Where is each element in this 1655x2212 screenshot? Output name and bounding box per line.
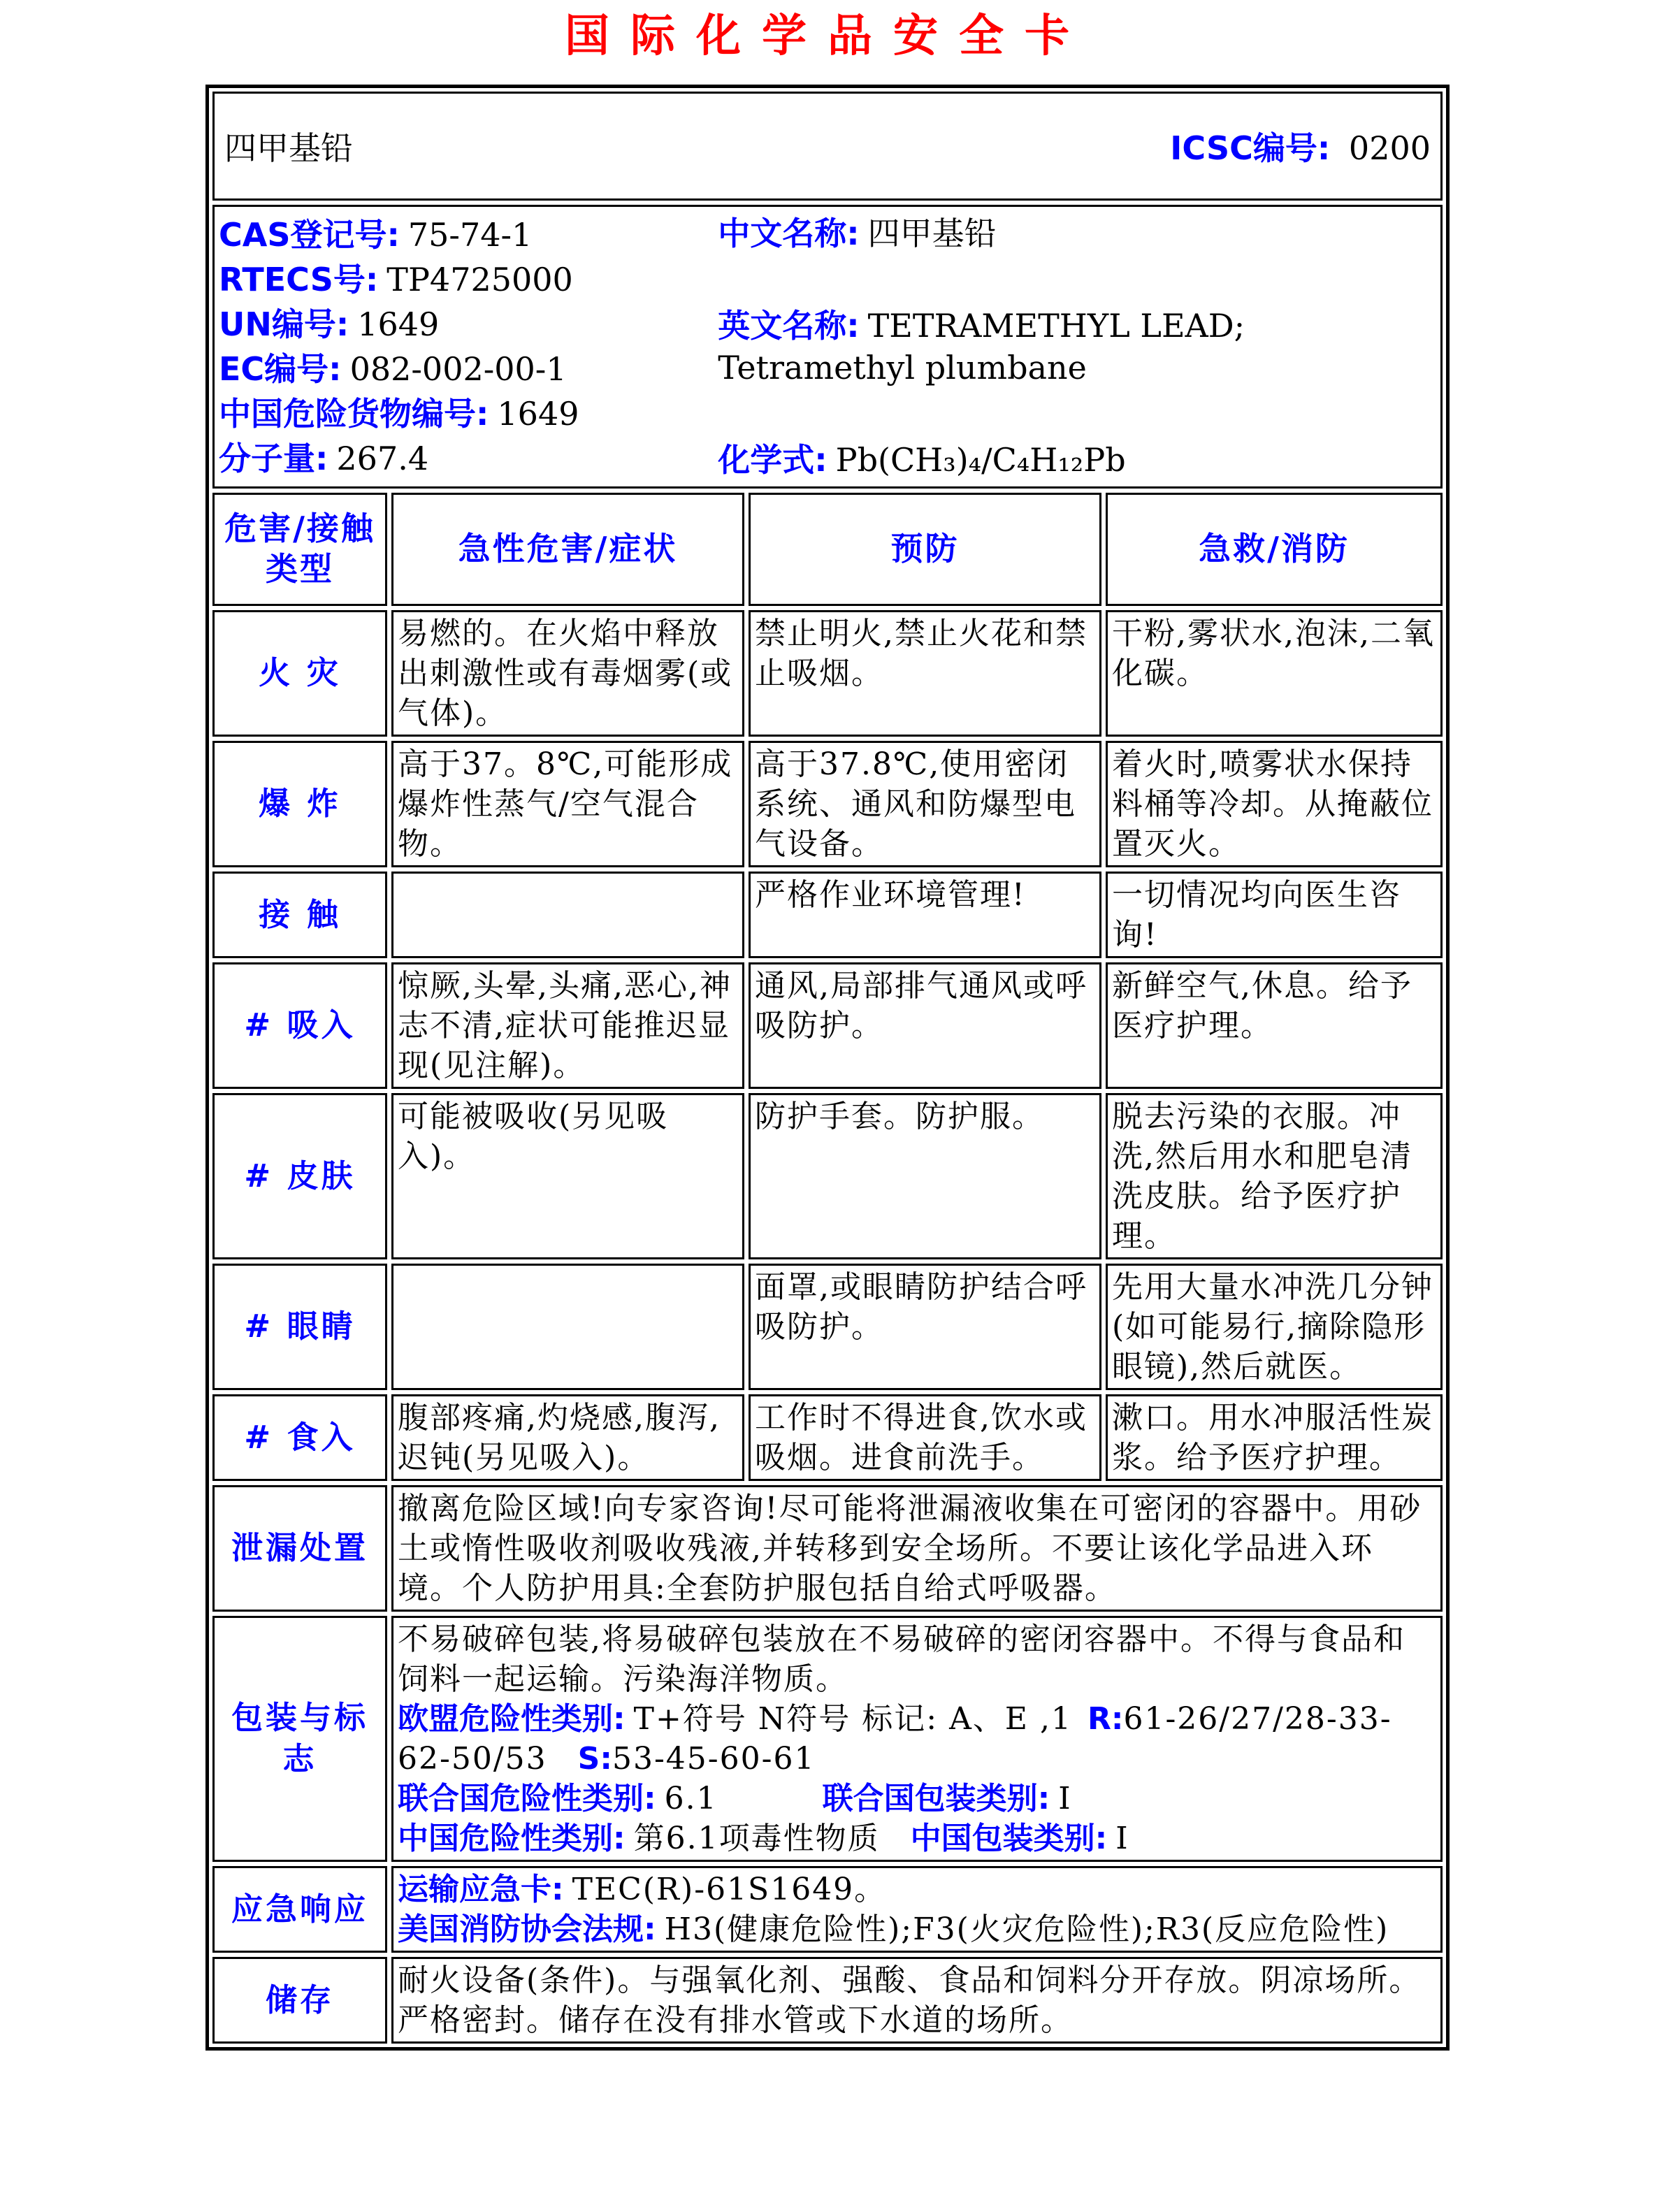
row-label-ingestion: # 食入: [212, 1394, 387, 1481]
transport-emergency-card-label: 运输应急卡:: [398, 1871, 564, 1907]
info-row-formula: [718, 439, 1436, 481]
cas-label: CAS登记号:: [219, 215, 400, 254]
molecular-weight-label: 分子量:: [219, 439, 328, 477]
header-prevention: 预防: [749, 493, 1101, 606]
row-label-skin: # 皮肤: [212, 1093, 387, 1259]
packaging-eu-line: [398, 1699, 1436, 1779]
emergency-response-cell: [391, 1866, 1443, 1953]
row-label-spill-disposal: 泄漏处置: [212, 1485, 387, 1612]
rtecs-label: RTECS号:: [219, 260, 379, 298]
row-label-inhalation: # 吸入: [212, 962, 387, 1089]
row-label-packaging: 包装与标志: [212, 1616, 387, 1862]
header-first-aid: 急救/消防: [1106, 493, 1443, 606]
name-en-label: 英文名称:: [718, 306, 860, 345]
s-phrases-label: S:: [577, 1740, 612, 1777]
eu-class-value: T+符号 N符号 标记: A、E ,1: [633, 1700, 1072, 1737]
name-cn-value: 四甲基铅: [867, 214, 997, 252]
row-label-exposure: 接 触: [212, 872, 387, 958]
icsc-number-value: 0200: [1348, 129, 1431, 167]
exposure-symptom-cell: [391, 872, 744, 958]
eu-class-label: 欧盟危险性类别:: [398, 1700, 626, 1737]
row-label-fire: 火 灾: [212, 610, 387, 737]
explosion-first-aid-cell: 着火时,喷雾状水保持料桶等冷却。从掩蔽位置灭火。: [1106, 741, 1443, 867]
formula-value: Pb(CH₃)₄/C₄H₁₂Pb: [835, 440, 1126, 479]
cas-value: 75-74-1: [407, 215, 533, 254]
skin-first-aid-cell: 脱去污染的衣服。冲洗,然后用水和肥皂清洗皮肤。给予医疗护理。: [1106, 1093, 1443, 1259]
r-phrases-label: R:: [1087, 1700, 1124, 1737]
explosion-prevention-cell: 高于37.8℃,使用密闭系统、通风和防爆型电气设备。: [749, 741, 1101, 867]
inhalation-prevention-cell: 通风,局部排气通风或呼吸防护。: [749, 962, 1101, 1089]
row-label-storage: 储存: [212, 1957, 387, 2044]
cn-dangerous-goods-label: 中国危险货物编号:: [219, 394, 489, 433]
packaging-un-line: [398, 1779, 1436, 1819]
inhalation-symptom-cell: 惊厥,头晕,头痛,恶心,神志不清,症状可能推迟显现(见注解)。: [391, 962, 744, 1089]
un-value: 1649: [357, 305, 440, 343]
info-right-column: [718, 212, 1436, 481]
storage-cell: 耐火设备(条件)。与强氧化剂、强酸、食品和饲料分开存放。阴凉场所。严格密封。储存在没有排水管或下水道的场所。: [391, 1957, 1443, 2044]
r-phrases-value: 61-26/27/28-33-62-50/53: [398, 1700, 1392, 1777]
fire-symptom-cell: 易燃的。在火焰中释放出刺激性或有毒烟雾(或气体)。: [391, 610, 744, 737]
un-pack-value: I: [1058, 1780, 1072, 1816]
info-row-cas: [219, 212, 718, 257]
un-class-value: 6.1: [664, 1780, 718, 1816]
header-hazard-type: 危害/接触类型: [212, 493, 387, 606]
chemical-name-cn: 四甲基铅: [224, 129, 353, 167]
cn-pack-label: 中国包装类别:: [910, 1820, 1108, 1856]
nfpa-label: 美国消防协会法规:: [398, 1911, 656, 1947]
formula-label: 化学式:: [718, 440, 827, 479]
ingestion-prevention-cell: 工作时不得进食,饮水或吸烟。进食前洗手。: [749, 1394, 1101, 1481]
info-row-name-en: [718, 305, 1436, 389]
ec-label: EC编号:: [219, 349, 342, 388]
info-section: [212, 205, 1443, 489]
skin-prevention-cell: 防护手套。防护服。: [749, 1093, 1101, 1259]
card-grid: [212, 92, 1443, 2044]
icsc-number: [1170, 123, 1431, 169]
un-pack-label: 联合国包装类别:: [822, 1780, 1050, 1816]
row-label-emergency-response: 应急响应: [212, 1866, 387, 1953]
info-row-un: [219, 302, 718, 347]
eyes-prevention-cell: 面罩,或眼睛防护结合呼吸防护。: [749, 1264, 1101, 1390]
ingestion-symptom-cell: 腹部疼痛,灼烧感,腹泻,迟钝(另见吸入)。: [391, 1394, 744, 1481]
page-title: 国际化学品安全卡: [565, 10, 1090, 62]
info-row-name-cn: [718, 212, 1436, 254]
packaging-cn-line: [398, 1819, 1436, 1858]
header-acute-hazard: 急性危害/症状: [391, 493, 744, 606]
transport-emergency-card-value: TEC(R)-61S1649。: [572, 1871, 887, 1907]
cn-class-value: 第6.1项毒性物质: [633, 1820, 880, 1856]
icsc-number-label: ICSC编号:: [1170, 129, 1331, 167]
cn-class-label: 中国危险性类别:: [398, 1820, 626, 1856]
molecular-weight-value: 267.4: [336, 439, 429, 477]
info-row-cn-dangerous-goods: [219, 391, 718, 436]
cn-pack-value: I: [1115, 1820, 1129, 1856]
ec-value: 082-002-00-1: [349, 349, 567, 388]
name-en-value: TETRAMETHYL LEAD; Tetramethyl plumbane: [718, 306, 1245, 386]
name-cn-label: 中文名称:: [718, 214, 860, 252]
info-row-molecular-weight: [219, 436, 718, 481]
explosion-symptom-cell: 高于37。8℃,可能形成爆炸性蒸气/空气混合物。: [391, 741, 744, 867]
card-header: [212, 92, 1443, 201]
info-row-rtecs: [219, 257, 718, 302]
safety-card: [205, 85, 1450, 2051]
row-label-explosion: 爆 炸: [212, 741, 387, 867]
info-left-column: [219, 212, 718, 481]
cn-dangerous-goods-value: 1649: [497, 394, 579, 433]
fire-prevention-cell: 禁止明火,禁止火花和禁止吸烟。: [749, 610, 1101, 737]
un-class-label: 联合国危险性类别:: [398, 1780, 656, 1816]
ingestion-first-aid-cell: 漱口。用水冲服活性炭浆。给予医疗护理。: [1106, 1394, 1443, 1481]
exposure-first-aid-cell: 一切情况均向医生咨询!: [1106, 872, 1443, 958]
spill-disposal-cell: 撤离危险区域!向专家咨询!尽可能将泄漏液收集在可密闭的容器中。用砂土或惰性吸收剂吸收残液,并转移到安全场所。不要让该化学品进入环境。个人防护用具:全套防护服包括自给式呼吸器。: [391, 1485, 1443, 1612]
transport-emergency-card-line: [398, 1870, 1436, 1909]
skin-symptom-cell: 可能被吸收(另见吸入)。: [391, 1093, 744, 1259]
fire-first-aid-cell: 干粉,雾状水,泡沫,二氧化碳。: [1106, 610, 1443, 737]
eyes-first-aid-cell: 先用大量水冲洗几分钟(如可能易行,摘除隐形眼镜),然后就医。: [1106, 1264, 1443, 1390]
eyes-symptom-cell: [391, 1264, 744, 1390]
packaging-cell: [391, 1616, 1443, 1862]
nfpa-line: [398, 1909, 1436, 1949]
info-row-ec: [219, 347, 718, 391]
rtecs-value: TP4725000: [386, 260, 573, 298]
packaging-intro: 不易破碎包装,将易破碎包装放在不易破碎的密闭容器中。不得与食品和饲料一起运输。污染海洋物质。: [398, 1621, 1405, 1697]
nfpa-value: H3(健康危险性);F3(火灾危险性);R3(反应危险性): [664, 1911, 1389, 1947]
un-label: UN编号:: [219, 305, 349, 343]
s-phrases-value: 53-45-60-61: [612, 1740, 816, 1777]
row-label-eyes: # 眼睛: [212, 1264, 387, 1390]
exposure-prevention-cell: 严格作业环境管理!: [749, 872, 1101, 958]
inhalation-first-aid-cell: 新鲜空气,休息。给予医疗护理。: [1106, 962, 1443, 1089]
